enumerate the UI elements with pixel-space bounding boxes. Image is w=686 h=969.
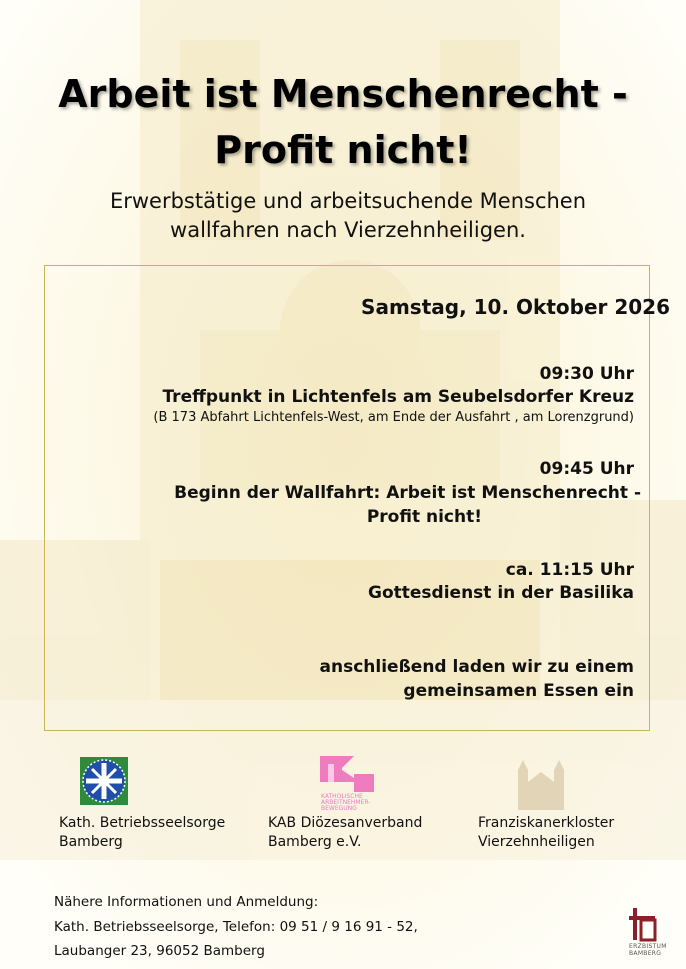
erzbistum-bamberg-label — [629, 943, 667, 957]
svg-text:KATHOLISCHE: KATHOLISCHE — [321, 793, 363, 800]
organizer-3-line-1: Franziskanerkloster — [478, 815, 615, 831]
closing-line-2: gemeinsamen Essen ein — [403, 681, 634, 701]
schedule-time-2: 09:45 Uhr — [539, 459, 634, 479]
schedule-heading-1: Treffpunkt in Lichtenfels am Seubelsdorfer Kreuz — [162, 387, 634, 407]
svg-text:BEWEGUNG: BEWEGUNG — [321, 805, 357, 812]
contact-line-1: Nähere Informationen und Anmeldung: — [54, 894, 319, 910]
organizer-2-line-1: KAB Diözesanverband — [268, 815, 423, 831]
subtitle — [0, 187, 686, 245]
organizer-3-line-2: Vierzehnheiligen — [478, 834, 595, 850]
schedule-time-1: 09:30 Uhr — [539, 364, 634, 384]
page-title — [0, 66, 686, 178]
schedule-time-3: ca. 11:15 Uhr — [505, 560, 634, 580]
closing-line-1: anschließend laden wir zu einem — [319, 657, 634, 677]
contact-line-3: Laubanger 23, 96052 Bamberg — [54, 943, 265, 959]
erzbistum-label-line-1: ERZBISTUM — [629, 943, 667, 950]
subtitle-line-2: wallfahren nach Vierzehnheiligen. — [170, 218, 526, 242]
erzbistum-bamberg-logo-icon — [629, 902, 657, 942]
organizer-1 — [59, 814, 225, 852]
erzbistum-label-line-2: BAMBERG — [629, 950, 662, 957]
schedule-heading-2-line-1: Beginn der Wallfahrt: Arbeit ist Menschenrecht - — [174, 483, 641, 503]
page-title-line-2: Profit nicht! — [214, 128, 472, 172]
schedule-heading-2-line-2: Profit nicht! — [366, 507, 482, 527]
organizer-1-line-1: Kath. Betriebsseelsorge — [59, 815, 226, 831]
basilica-image-icon — [512, 760, 570, 810]
event-date: Samstag, 10. Oktober 2026 — [361, 295, 670, 319]
organizer-2-line-2: Bamberg e.V. — [268, 834, 362, 850]
organizer-2 — [268, 814, 422, 852]
kab-logo-icon — [320, 756, 376, 812]
contact-line-2: Kath. Betriebsseelsorge, Telefon: 09 51 / 9 16 91 - 52, — [54, 919, 418, 935]
organizer-3 — [478, 814, 614, 852]
schedule-note-1: (B 173 Abfahrt Lichtenfels-West, am Ende der Ausfahrt , am Lorenzgrund) — [153, 410, 634, 425]
organizer-1-line-2: Bamberg — [59, 834, 123, 850]
schedule-heading-3: Gottesdienst in der Basilika — [368, 583, 634, 603]
svg-text:ARBEITNEHMER-: ARBEITNEHMER- — [321, 799, 371, 806]
betriebsseelsorge-logo-icon — [80, 757, 128, 805]
page-title-line-1: Arbeit ist Menschenrecht - — [58, 72, 628, 116]
subtitle-line-1: Erwerbstätige und arbeitsuchende Menschen — [109, 189, 587, 213]
